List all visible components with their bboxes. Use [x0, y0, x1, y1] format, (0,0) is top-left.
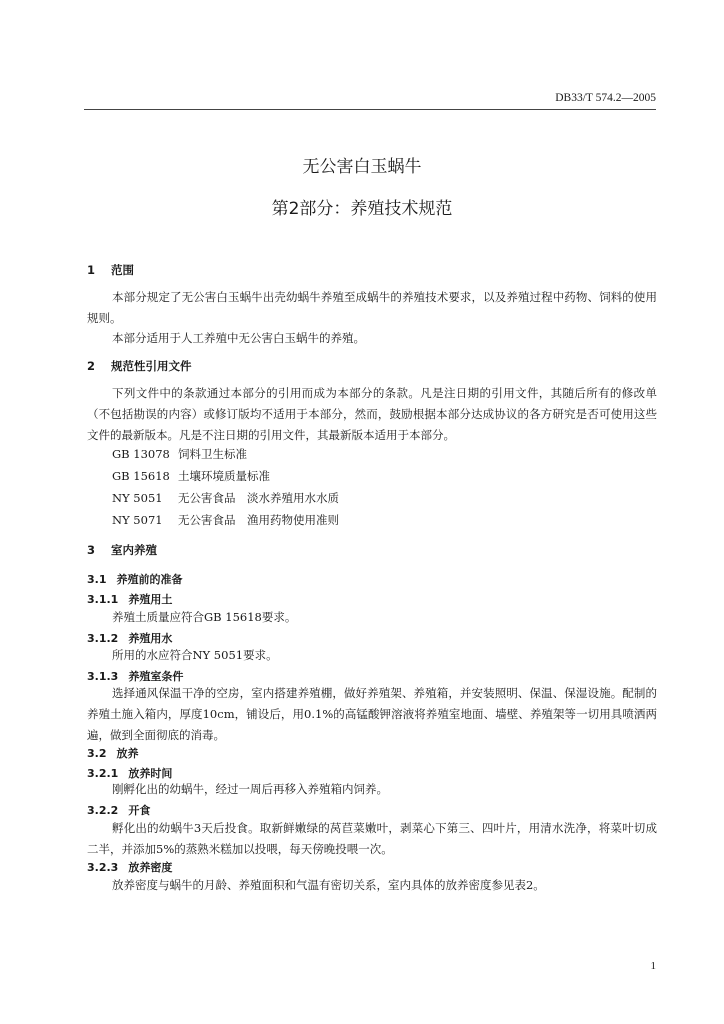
header-rule: [84, 109, 656, 110]
section-number: 1: [87, 263, 96, 277]
reference-item: [112, 468, 270, 484]
subsection-title: 养殖用水: [128, 632, 173, 645]
reference-name: 无公害食品 淡水养殖用水水质: [178, 491, 339, 505]
subsection-3-1-3-heading: [87, 668, 183, 684]
subsection-title: 放养密度: [128, 861, 173, 874]
section-1-paragraph-1: 本部分规定了无公害白玉蜗牛出壳幼蜗牛养殖至成蜗牛的养殖技术要求，以及养殖过程中药物、饲料的使用规则。: [87, 290, 657, 325]
section-title: 范围: [111, 263, 135, 277]
reference-code: NY 5071: [112, 513, 163, 527]
page-number: 1: [650, 960, 656, 972]
subsection-3-2-2-text: 孵化出的幼蜗牛3天后投食。取新鲜嫩绿的莴苣菜嫩叶，剥菜心下第三、四叶片，用清水洗净，将菜叶切成二半，并添加5%的蒸熟米糕加以投喂，每天傍晚投喂一次。: [87, 821, 657, 856]
subsection-number: 3.1: [87, 573, 107, 586]
section-title: 室内养殖: [111, 543, 158, 557]
reference-name: 土壤环境质量标准: [178, 469, 270, 483]
subsection-3-2-3-heading: [87, 859, 172, 875]
section-2-paragraph-1: 下列文件中的条款通过本部分的引用而成为本部分的条款。凡是注日期的引用文件，其随后所有的修改单（不包括勘误的内容）或修订版均不适用于本部分，然而，鼓励根据本部分达成协议的各方研究是否可使用这些文件的最新版本。凡是不注日期的引用文件，其最新版本适用于本部分。: [87, 386, 657, 442]
subsection-3-1-2-text: 所用的水应符合NY 5051要求。: [112, 648, 278, 662]
subsection-number: 3.2.2: [87, 804, 119, 817]
reference-name: 饲料卫生标准: [178, 447, 247, 461]
section-title: 规范性引用文件: [111, 359, 192, 373]
section-number: 2: [87, 359, 96, 373]
document-title: 无公害白玉蜗牛: [302, 157, 422, 177]
reference-code: GB 13078: [112, 447, 170, 461]
subsection-title: 放养: [116, 747, 139, 760]
subsection-number: 3.2: [87, 747, 107, 760]
section-1-heading: [87, 262, 134, 278]
subsection-number: 3.1.2: [87, 632, 119, 645]
document-subtitle: 第2部分：养殖技术规范: [271, 199, 453, 219]
subsection-title: 放养时间: [128, 767, 173, 780]
subsection-title: 开食: [128, 804, 151, 817]
subsection-3-2-3-text: 放养密度与蜗牛的月龄、养殖面积和气温有密切关系，室内具体的放养密度参见表2。: [112, 878, 545, 892]
section-3-heading: [87, 542, 157, 558]
subsection-number: 3.2.1: [87, 767, 119, 780]
subsection-3-2-heading: [87, 745, 139, 761]
subsection-number: 3.1.3: [87, 670, 119, 683]
subsection-3-2-1-text: 刚孵化出的幼蜗牛，经过一周后再移入养殖箱内饲养。: [112, 782, 388, 796]
section-1-paragraph-2: 本部分适用于人工养殖中无公害白玉蜗牛的养殖。: [112, 331, 365, 345]
reference-item: [112, 512, 339, 528]
subsection-3-2-2-heading: [87, 802, 150, 818]
reference-item: [112, 490, 339, 506]
subsection-3-1-1-text: 养殖土质量应符合GB 15618要求。: [112, 610, 297, 624]
reference-code: NY 5051: [112, 491, 163, 505]
subsection-number: 3.1.1: [87, 593, 119, 606]
reference-name: 无公害食品 渔用药物使用准则: [178, 513, 339, 527]
subsection-title: 养殖前的准备: [116, 573, 183, 586]
subsection-3-1-heading: [87, 571, 183, 587]
subsection-number: 3.2.3: [87, 861, 119, 874]
subsection-title: 养殖用土: [128, 593, 173, 606]
document-code: DB33/T 574.2—2005: [555, 92, 656, 104]
reference-item: [112, 446, 247, 462]
subsection-3-1-1-heading: [87, 591, 172, 607]
subsection-3-1-2-heading: [87, 630, 172, 646]
section-2-heading: [87, 358, 192, 374]
subsection-3-1-3-text: 选择通风保温干净的空房，室内搭建养殖棚，做好养殖架、养殖箱，并安装照明、保温、保湿设施。配制的养殖土施入箱内，厚度10cm，铺设后，用0.1%的高锰酸钾溶液将养殖室地面、墙壁、养殖架等一切用具喷洒两遍，做到全面彻底的消毒。: [87, 686, 657, 742]
subsection-title: 养殖室条件: [128, 670, 184, 683]
section-number: 3: [87, 543, 96, 557]
reference-code: GB 15618: [112, 469, 170, 483]
